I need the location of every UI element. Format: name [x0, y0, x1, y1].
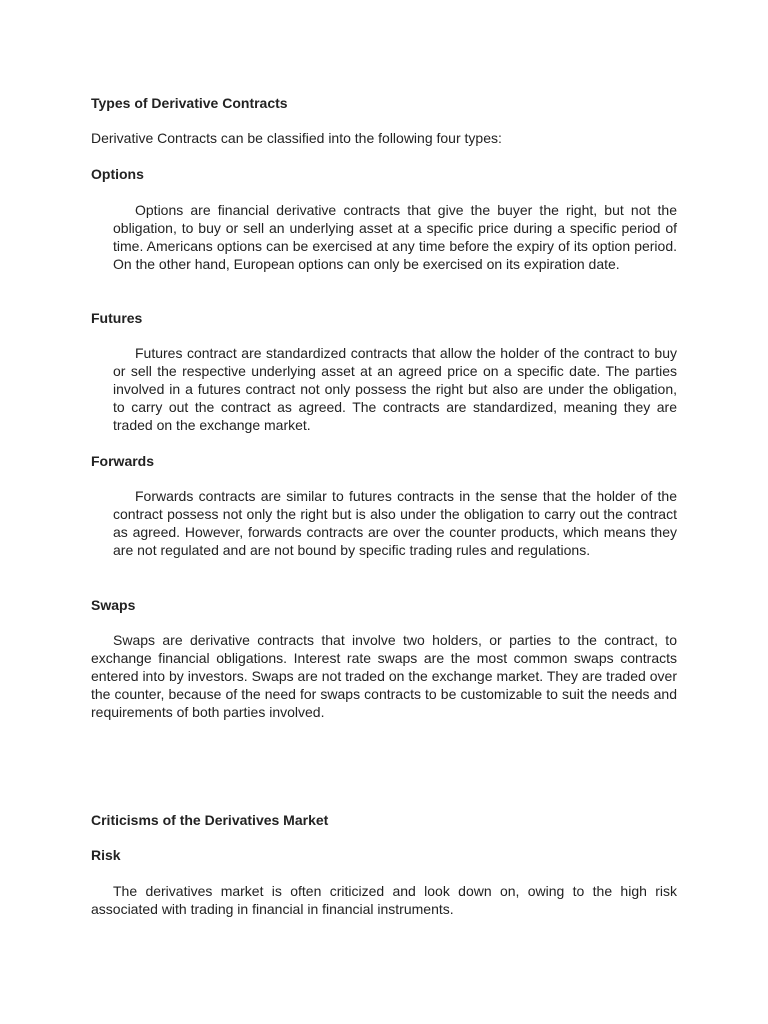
- paragraph-swaps: Swaps are derivative contracts that involve two holders, or parties to the contract, to exchange financial obligations. Interest rate swaps are the most common swaps contracts entered into by investors. Swaps are not traded on the exchange market. They are traded over the counter, because of the need for swaps contracts to be customizable to suit the needs and requirements of both parties involved.: [91, 632, 677, 720]
- heading-futures: Futures: [91, 310, 143, 326]
- heading-risk: Risk: [91, 847, 121, 863]
- section-title-types: Types of Derivative Contracts: [91, 95, 288, 111]
- heading-options: Options: [91, 166, 144, 182]
- heading-forwards: Forwards: [91, 453, 155, 469]
- section-title-criticisms: Criticisms of the Derivatives Market: [91, 812, 329, 828]
- paragraph-risk: The derivatives market is often criticized and look down on, owing to the high risk associated with trading in financial in financial instruments.: [91, 883, 677, 917]
- heading-swaps: Swaps: [91, 597, 136, 613]
- paragraph-futures: Futures contract are standardized contracts that allow the holder of the contract to buy or sell the respective underlying asset at an agreed price on a specific date. The parties involved in a futures contract not only possess the right but also are under the obligation, to carry out the contract as agreed. The contracts are standardized, meaning they are traded on the exchange market.: [113, 345, 677, 433]
- paragraph-forwards: Forwards contracts are similar to futures contracts in the sense that the holder of the contract possess not only the right but is also under the obligation to carry out the contract as agreed. However, forwards contracts are over the counter products, which means they are not regulated and are not bound by specific trading rules and regulations.: [113, 488, 677, 558]
- intro-text: Derivative Contracts can be classified into the following four types:: [91, 130, 502, 146]
- paragraph-options: Options are financial derivative contracts that give the buyer the right, but not the obligation, to buy or sell an underlying asset at a specific price during a specific period of time. Americans options can be exercised at any time before the expiry of its option period. On the other hand, European options can only be exercised on its expiration date.: [113, 202, 677, 272]
